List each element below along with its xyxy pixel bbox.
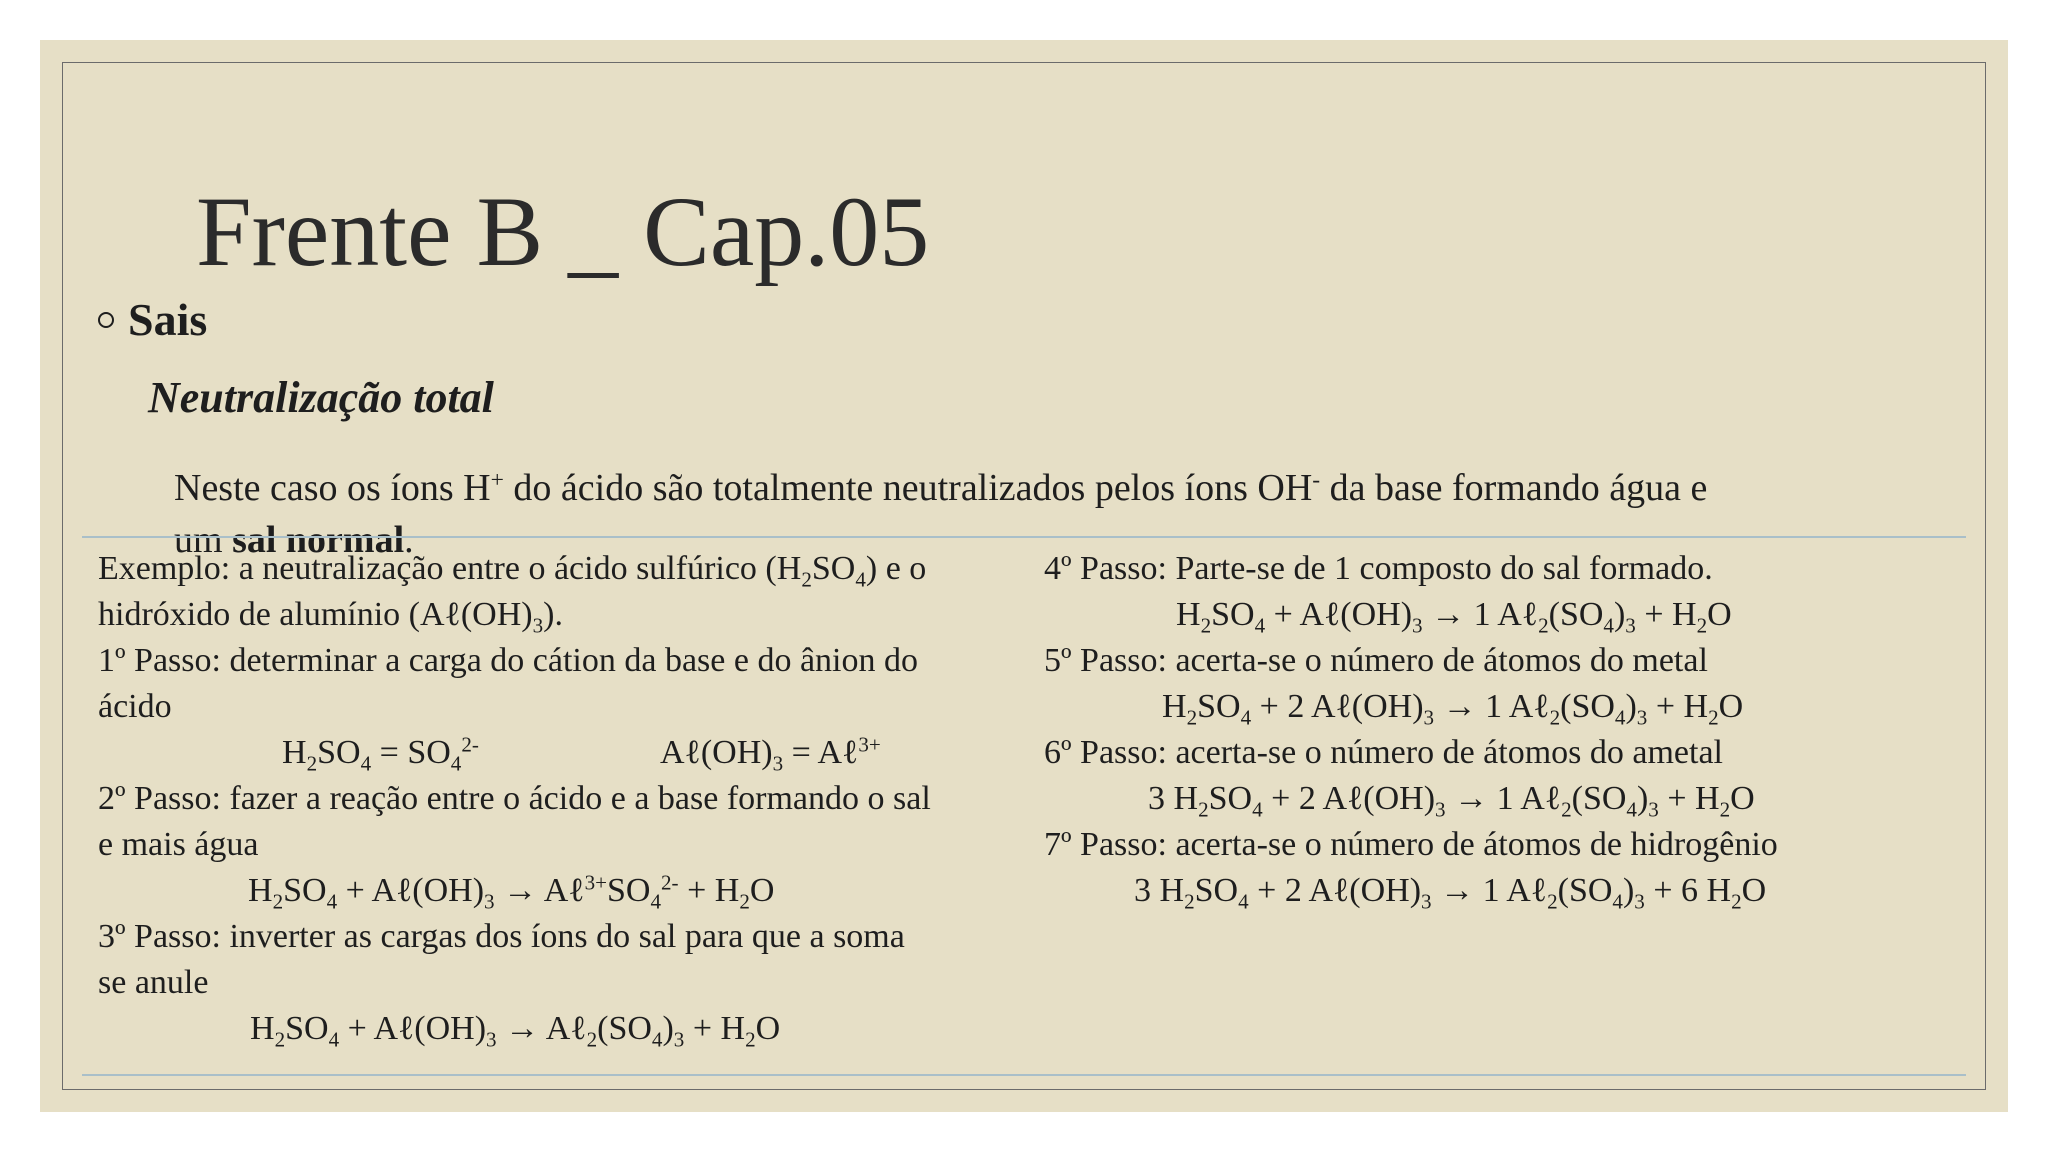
slide-title: Frente B _ Cap.05 [196, 176, 930, 287]
divider-bottom [82, 1074, 1966, 1076]
slide [40, 40, 2008, 1112]
equation-step-6: 3 $H_2SO_4 + 2$ $A\ell(OH)_3 \to 1$ $A\ell_2(SO_4)_3 + H_2O$ [1148, 780, 1755, 822]
step-4-text: 4º Passo: Parte-se de 1 composto do sal formado. [1044, 550, 1713, 587]
example-line-1: Exemplo: a neutralização entre o ácido sulfúrico $(H_2SO_4)$ e o [98, 550, 927, 592]
equation-step-5: $H_2SO_4 + 2$ $A\ell(OH)_3 \to 1$ $A\ell_2(SO_4)_3 + H_2O$ [1162, 688, 1744, 730]
equation-step-3: $H_2SO_4$ + $A\ell(OH)_3$ → $A\ell_2(SO_4)_3 + H_2O$ [250, 1010, 781, 1052]
equation-step-7: 3 $H_2SO_4 + 2$ $A\ell(OH)_3 \to 1$ $A\ell_2(SO_4)_3 + 6$ $H_2O$ [1134, 872, 1767, 914]
charges-row [98, 730, 1028, 776]
step-2-line-1: 2º Passo: fazer a reação entre o ácido e a base formando o sal [98, 780, 931, 817]
bullet-item [98, 290, 207, 350]
step-3-line-1: 3º Passo: inverter as cargas dos íons do sal para que a soma [98, 918, 905, 955]
step-6-text: 6º Passo: acerta-se o número de átomos do ametal [1044, 734, 1724, 771]
equation-step-4: $H_2SO_4$ + $A\ell(OH)_3 \to 1$ $A\ell_2(SO_4)_3 + H_2O$ [1176, 596, 1732, 638]
right-column [1044, 546, 1964, 914]
step-3-line-2: se anule [98, 964, 209, 1001]
intro-line-1: Neste caso os íons H+ do ácido são totalmente neutralizados pelos íons OH- da base formando água e [174, 467, 1708, 509]
example-line-2: hidróxido de alumínio $(A\ell(OH)_3)$. [98, 596, 563, 638]
step-1-line-2: ácido [98, 688, 172, 725]
intro-line-2: um sal normal. [174, 519, 414, 561]
step-5-text: 5º Passo: acerta-se o número de átomos do metal [1044, 642, 1708, 679]
subheading: Neutralização total [148, 373, 494, 422]
step-1-line-1: 1º Passo: determinar a carga do cátion da base e do ânion do [98, 642, 918, 679]
equation-base-cation: $A\ell(OH)_3$ = Aℓ$^{3+}$ [660, 732, 881, 776]
bullet-label: Sais [128, 294, 208, 345]
left-column [98, 546, 1028, 1052]
equation-step-2: $H_2SO_4$ + $A\ell(OH)_3$ → $A\ell^{3+}SO_4^{2-} + H_2O$ [248, 870, 775, 914]
step-7-text: 7º Passo: acerta-se o número de átomos de hidrogênio [1044, 826, 1778, 863]
step-2-line-2: e mais água [98, 826, 259, 863]
equation-acid-anion: $H_2SO_4 = SO_4^{2-}$ [282, 732, 479, 776]
bullet-ring-icon [98, 312, 114, 328]
divider-top [82, 536, 1966, 538]
